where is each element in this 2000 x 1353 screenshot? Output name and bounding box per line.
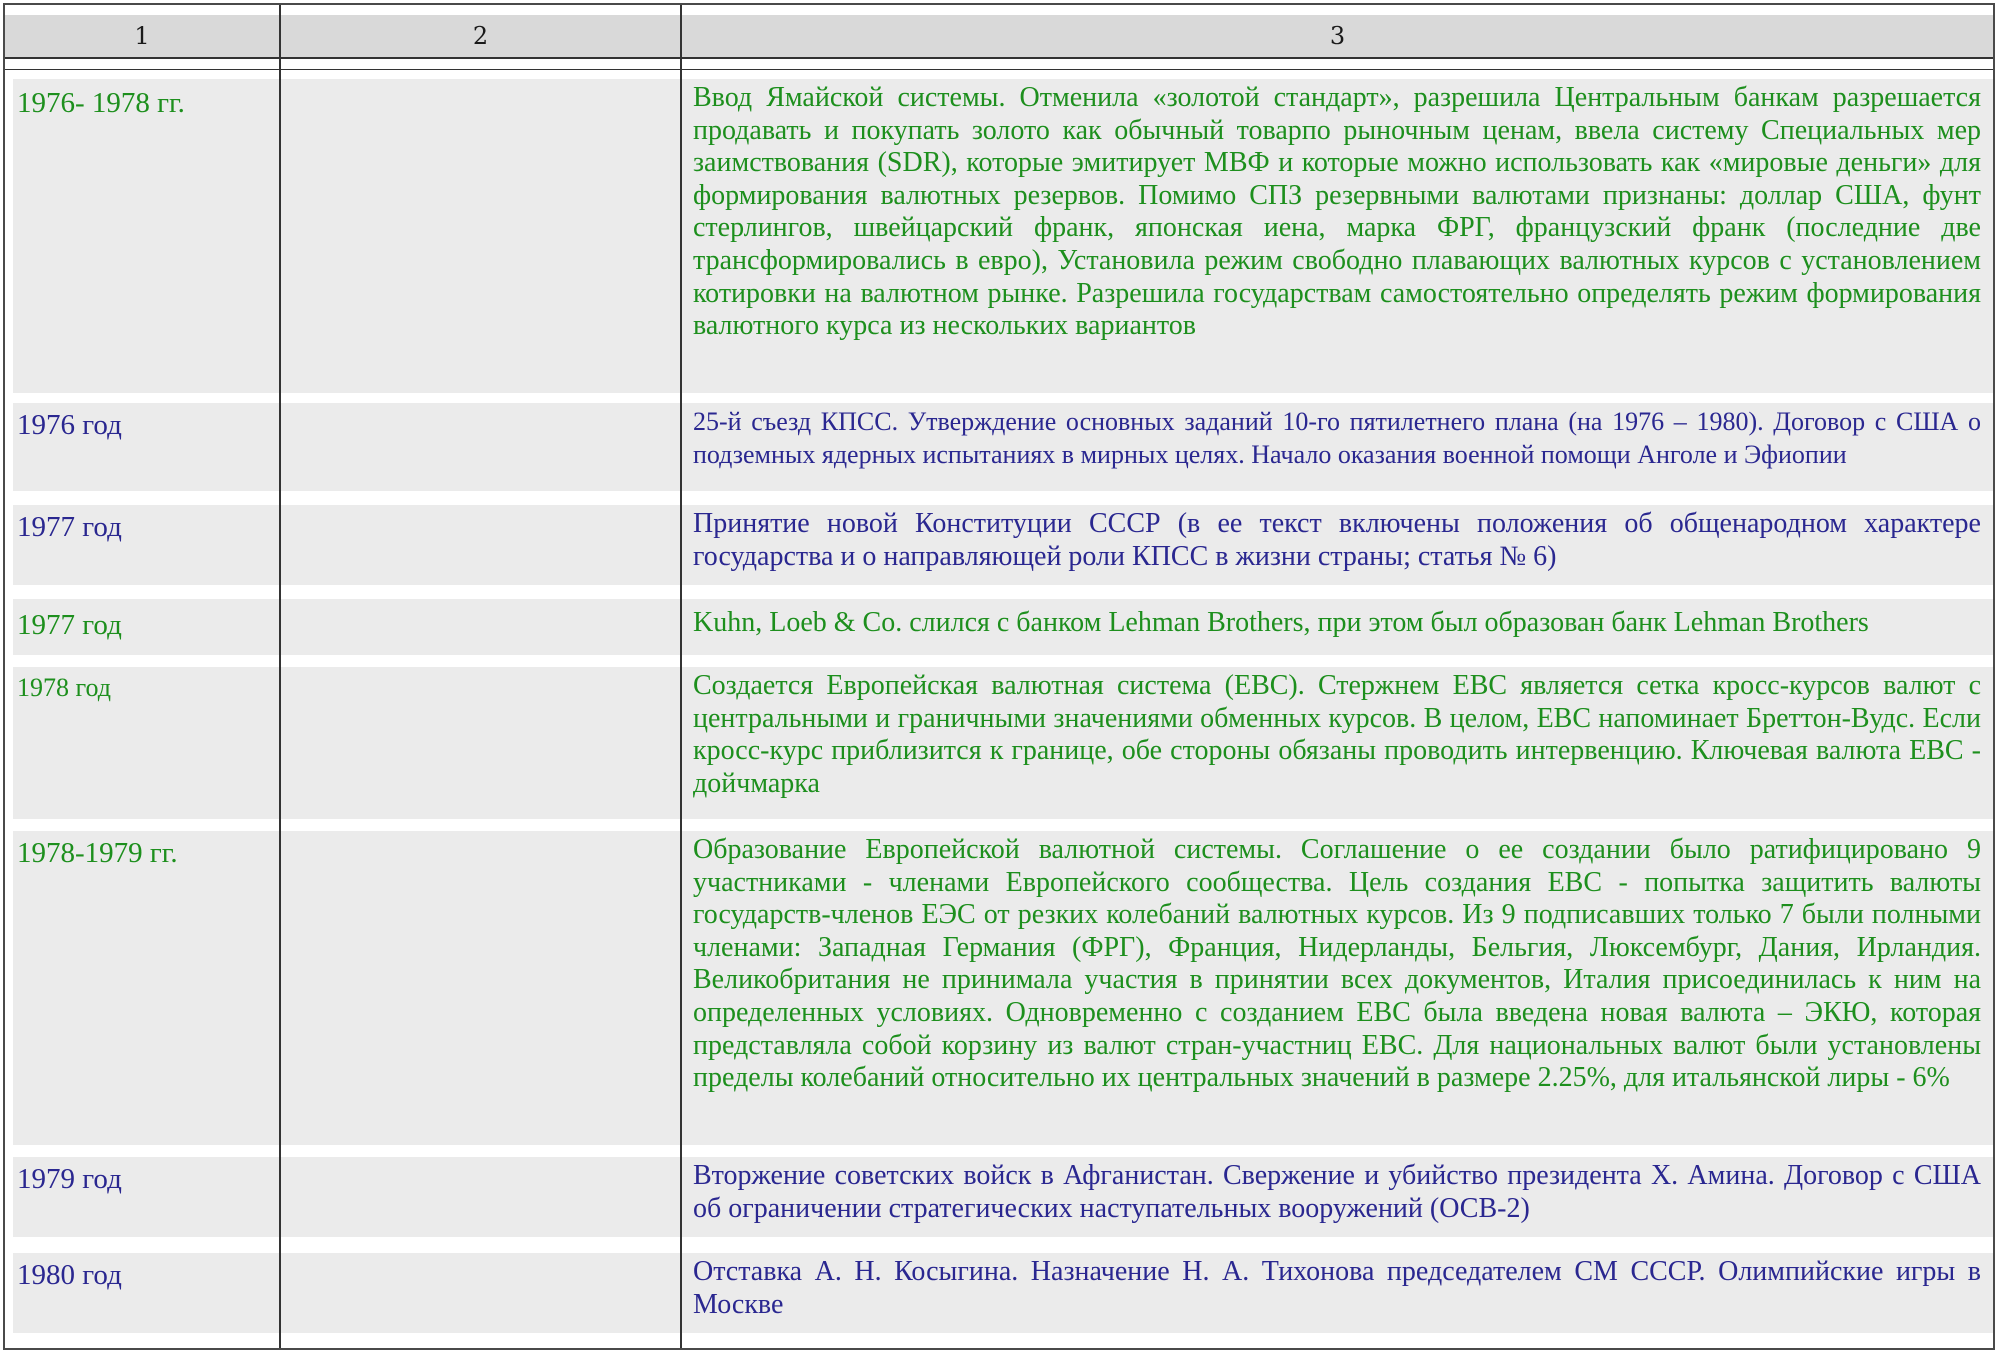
row-date: 1980 год	[17, 1259, 122, 1291]
table-row	[5, 831, 1993, 1145]
column-divider-2	[680, 5, 682, 1348]
row-date: 1977 год	[17, 609, 122, 641]
table-row	[5, 1253, 1993, 1333]
row-text: Ввод Ямайской системы. Отменила «золотой стандарт», разрешила Центральным банкам разрешается продавать и покупать золото как обычный товарпо рыночным ценам, ввела систему Специальных мер заимствования (SDR), которые эмитирует МВФ и которые можно использовать как «мировые деньги» для формирования валютных резервов. Помимо СПЗ резервными валютами признаны: доллар США, фунт стерлингов, швейцарский франк, японская иена, марка ФРГ, французский франк (последние две трансформировались в евро), Установила режим свободно плавающих валютных курсов с установлением котировки на валютном рынке. Разрешила государствам самостоятельно определять режим формирования валютного курса из нескольких вариантов	[693, 82, 1981, 342]
table-row	[5, 403, 1993, 491]
row-date: 1978-1979 гг.	[17, 837, 178, 869]
row-text: Образование Европейской валютной системы. Соглашение о ее создании было ратифицировано 9 участниками - членами Европейского сообщества. Цель создания ЕВС - попытка защитить валюты государств-членов ЕЭС от резких колебаний валютных курсов. Из 9 подписавших только 7 были полными членами: Западная Германия (ФРГ), Франция, Нидерланды, Бельгия, Люксембург, Дания, Ирландия. Великобритания не принимала участия в принятии всех документов, Италия присоединилась к ним на определенных условиях. Одновременно с созданием ЕВС была введена новая валюта – ЭКЮ, которая представляла собой корзину из валют стран-участниц ЕВС. Для национальных валют были установлены пределы колебаний относительно их центральных значений в размере 2.25%, для итальянской лиры - 6%	[693, 834, 1981, 1094]
column-divider-1	[279, 5, 281, 1348]
table-row	[5, 599, 1993, 655]
row-text: 25-й съезд КПСС. Утверждение основных заданий 10-го пятилетнего плана (на 1976 – 1980). Договор с США о подземных ядерных испытаниях в мирных целях. Начало оказания военной помощи Анголе и Эфиопии	[693, 407, 1981, 469]
header-col-1: 1	[134, 22, 150, 50]
row-text: Kuhn, Loeb & Co. слился с банком Lehman Brothers, при этом был образован банк Lehman Brothers	[693, 607, 1869, 638]
row-date: 1978 год	[17, 673, 111, 702]
row-date: 1977 год	[17, 511, 122, 543]
header-divider	[5, 69, 1993, 70]
table-row	[5, 1157, 1993, 1237]
row-text: Принятие новой Конституции СССР (в ее текст включены положения об общенародном характере государства и о направляющей роли КПСС в жизни страны; статья № 6)	[693, 508, 1981, 572]
row-date: 1979 год	[17, 1163, 122, 1195]
row-date: 1976- 1978 гг.	[17, 87, 185, 119]
row-text: Создается Европейская валютная система (ЕВС). Стержнем ЕВС является сетка кросс-курсов валют с центральными и граничными значениями обменных курсов. В целом, ЕВС напоминает Бреттон-Вудс. Если кросс-курс приблизится к границе, обе стороны обязаны проводить интервенцию. Ключевая валюта ЕВС - дойчмарка	[693, 670, 1981, 799]
row-text: Отставка А. Н. Косыгина. Назначение Н. А. Тихонова председателем СМ СССР. Олимпийские игры в Москве	[693, 1256, 1981, 1320]
table-row	[5, 79, 1993, 393]
chronology-table	[3, 3, 1995, 1350]
header-col-3: 3	[1329, 22, 1346, 50]
row-text: Вторжение советских войск в Афганистан. Свержение и убийство президента Х. Амина. Договор с США об ограничении стратегических наступательных вооружений (ОСВ-2)	[693, 1160, 1981, 1224]
table-row	[5, 505, 1993, 585]
row-date: 1976 год	[17, 409, 122, 441]
table-row	[5, 667, 1993, 819]
header-col-2: 2	[472, 22, 489, 50]
